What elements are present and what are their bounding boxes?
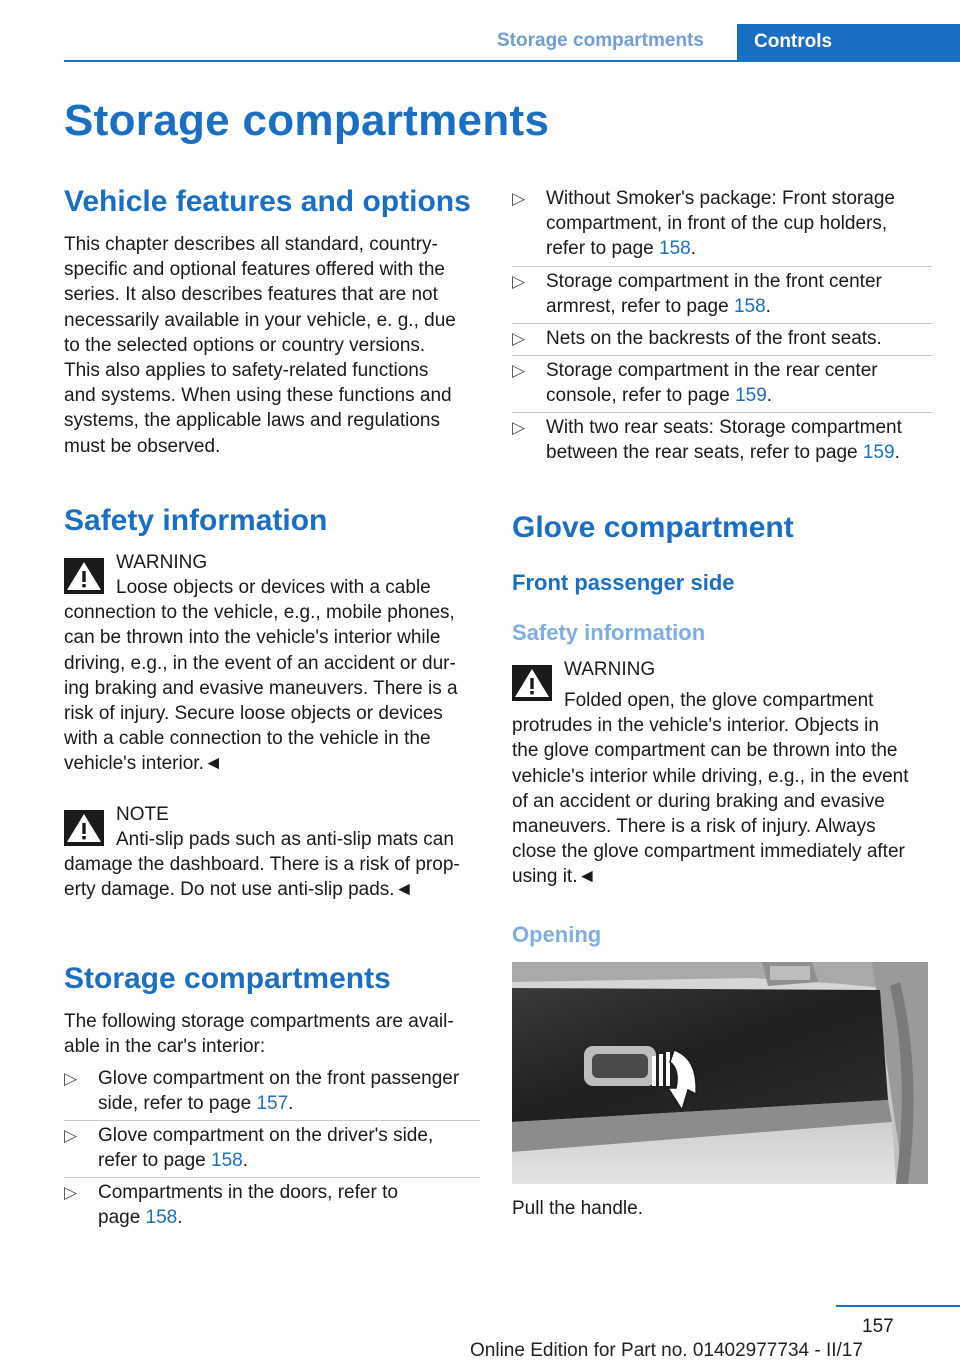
- note-text: Anti-slip pads such as anti-slip mats can damage the dashboard. There is a risk of prop- erty damage. Do not use anti-slip pads.◄: [64, 829, 460, 901]
- triangle-bullet-icon: ▷: [512, 189, 526, 208]
- heading-front-passenger-side: Front passenger side: [512, 570, 735, 595]
- heading-glove-safety-information: Safety information: [512, 620, 706, 645]
- page-link[interactable]: 159: [735, 385, 767, 407]
- page-link[interactable]: 158: [733, 296, 766, 318]
- triangle-bullet-icon: ▷: [512, 361, 526, 380]
- page-link[interactable]: 159: [862, 442, 895, 464]
- footer-rule: [836, 1305, 960, 1307]
- header-section-title: Storage compartments: [497, 30, 704, 51]
- list-item: ▷ Compartments in the doors, refer to page 158.: [64, 1182, 398, 1229]
- list-divider: [512, 412, 932, 413]
- figure-caption: Pull the handle.: [512, 1198, 643, 1219]
- page-link[interactable]: 157: [256, 1093, 289, 1115]
- note-label: NOTE: [116, 804, 169, 825]
- heading-safety-information: Safety information: [64, 504, 328, 537]
- header-tab-controls[interactable]: Controls: [737, 24, 960, 62]
- list-divider: [64, 1120, 480, 1121]
- warning-label: WARNING: [116, 552, 208, 573]
- triangle-bullet-icon: ▷: [64, 1126, 78, 1145]
- triangle-bullet-icon: ▷: [64, 1183, 78, 1202]
- warning-label: WARNING: [564, 659, 656, 680]
- page-link[interactable]: 158: [211, 1150, 243, 1172]
- glove-compartment-photo: [512, 962, 928, 1184]
- heading-opening: Opening: [512, 922, 602, 947]
- list-item: ▷ Nets on the backrests of the front seats.: [512, 326, 932, 358]
- list-divider: [64, 1177, 480, 1178]
- edition-info: Online Edition for Part no. 01402977734 - II/17: [470, 1340, 863, 1361]
- header-rule: [64, 60, 960, 62]
- triangle-bullet-icon: ▷: [512, 329, 526, 348]
- list-divider: [512, 323, 932, 324]
- page-title: Storage compartments: [64, 96, 550, 145]
- page-link[interactable]: 158: [145, 1207, 178, 1229]
- warning-text: Loose objects or devices with a cable connection to the vehicle, e.g., mobile phones, can be thrown into the vehicle's interior while driving, e.g., in the event of an accident or dur- ing braking and evasive maneuvers. There is a risk of injury. Secure loose objects or devices with a cable connection to the vehicle in the vehicle's interior.◄: [64, 577, 458, 775]
- heading-glove-compartment: Glove compartment: [512, 511, 794, 544]
- storage-list-right: [512, 186, 932, 472]
- heading-vehicle-features: Vehicle features and options: [64, 185, 471, 218]
- page-link[interactable]: 158: [659, 238, 691, 260]
- list-item: ▷ Glove compartment on the driver's side, refer to page 158.: [64, 1123, 480, 1180]
- glove-compartment-illustration: [512, 962, 928, 1184]
- storage-list-left: [64, 1066, 480, 1237]
- triangle-bullet-icon: ▷: [64, 1069, 78, 1088]
- heading-storage-compartments: Storage compartments: [64, 962, 391, 995]
- list-item: ▷ Storage compartment in the rear center console, refer to page 159.: [512, 358, 932, 415]
- list-divider: [512, 355, 932, 356]
- page-number: 157: [862, 1316, 894, 1337]
- vehicle-features-text: This chapter describes all standard, country- specific and optional features offered with the series. It also describes features that are not necessarily available in your vehicle, e. g., due to the selected options or country versions. This also applies to safety-related functions and systems. When using these functions and systems, the applicable laws and regulations must be observed.: [64, 234, 456, 457]
- list-item: ▷ With two rear seats: Storage compartment between the rear seats, refer to page 159.: [512, 417, 902, 464]
- storage-intro-text: The following storage compartments are avail- able in the car's interior:: [64, 1011, 454, 1058]
- list-item: ▷ Without Smoker's package: Front storage compartment, in front of the cup holders, refer to page 158.: [512, 186, 932, 269]
- triangle-bullet-icon: ▷: [512, 418, 526, 437]
- list-divider: [512, 266, 932, 267]
- warning-text: Folded open, the glove compartment protrudes in the vehicle's interior. Objects in the glove compartment can be thrown into the vehicle's interior while driving, e.g., in the event of an accident or during braking and evasive maneuvers. There is a risk of injury. Always close the glove compartment immediately after using it.◄: [512, 690, 909, 888]
- triangle-bullet-icon: ▷: [512, 272, 526, 291]
- list-item: ▷ Glove compartment on the front passenger side, refer to page 157.: [64, 1066, 480, 1123]
- list-item: ▷ Storage compartment in the front center armrest, refer to page 158.: [512, 269, 932, 326]
